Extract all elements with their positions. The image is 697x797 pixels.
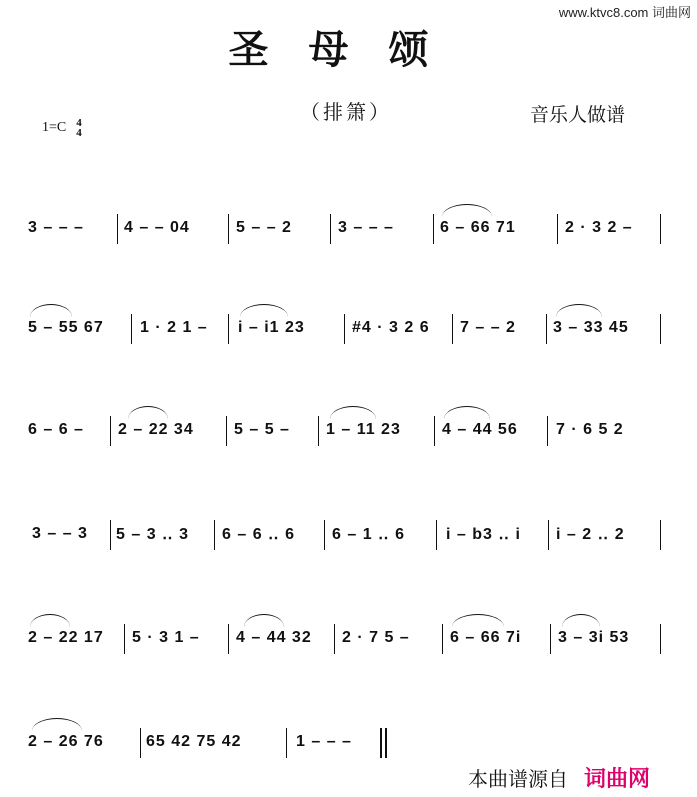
barline — [110, 520, 111, 550]
measure: #4 · 3 2 6 — [352, 319, 430, 336]
barline — [228, 314, 229, 344]
time-signature-top: 4 — [76, 117, 82, 129]
measure: 5 · 3 1 – — [132, 629, 200, 646]
barline — [660, 624, 661, 654]
barline — [436, 520, 437, 550]
author-credit: 音乐人做谱 — [530, 104, 626, 126]
staff-row — [0, 722, 697, 762]
barline — [442, 624, 443, 654]
barline — [660, 214, 661, 244]
brand-logo[interactable]: 词曲网 — [584, 767, 651, 792]
source-label: 本曲谱源自 — [468, 767, 568, 791]
staff-row — [0, 410, 697, 450]
measure: 1 – – – — [296, 733, 352, 750]
barline — [226, 416, 227, 446]
measure: 2 – 22 17 — [28, 629, 104, 646]
measure: 6 – 66 7i — [450, 629, 522, 646]
instrument-subtitle: （排箫） — [300, 100, 392, 124]
barline — [228, 214, 229, 244]
measure: 6 – 66 71 — [440, 219, 516, 236]
measure: 2 – 26 76 — [28, 733, 104, 750]
measure: i – b3 ‥ i — [446, 526, 521, 543]
barline — [330, 214, 331, 244]
measure: 3 – – 3 — [32, 525, 88, 542]
measure: 5 – 55 67 — [28, 319, 104, 336]
key-label: 1=C — [42, 120, 67, 135]
barline — [344, 314, 345, 344]
staff-row — [0, 618, 697, 658]
song-title: 圣母颂 — [228, 26, 469, 73]
barline — [546, 314, 547, 344]
measure: 3 – – – — [338, 219, 394, 236]
watermark-bottom — [468, 762, 650, 793]
barline — [334, 624, 335, 654]
barline — [214, 520, 215, 550]
staff-row — [0, 514, 697, 554]
measure: 3 – 33 45 — [553, 319, 629, 336]
measure: 6 – 1 ‥ 6 — [332, 526, 406, 543]
measure: 3 – – – — [28, 219, 84, 236]
measure: 5 – 5 – — [234, 421, 290, 438]
final-barline — [385, 728, 387, 758]
barline — [557, 214, 558, 244]
measure: 4 – 44 32 — [236, 629, 312, 646]
barline — [110, 416, 111, 446]
barline — [660, 520, 661, 550]
staff-row — [0, 308, 697, 348]
barline — [660, 314, 661, 344]
measure: 5 – 3 ‥ 3 — [116, 526, 190, 543]
measure: 6 – 6 ‥ 6 — [222, 526, 296, 543]
time-signature-bottom: 4 — [76, 127, 82, 139]
barline — [548, 520, 549, 550]
barline — [124, 624, 125, 654]
measure: i – i1 23 — [238, 319, 305, 336]
barline — [547, 416, 548, 446]
watermark-top: www.ktvc8.com 词曲网 — [558, 5, 691, 20]
barline — [228, 624, 229, 654]
barline — [140, 728, 141, 758]
barline — [286, 728, 287, 758]
measure: 2 – 22 34 — [118, 421, 194, 438]
barline — [324, 520, 325, 550]
final-barline — [380, 728, 382, 758]
barline — [433, 214, 434, 244]
measure: 5 – – 2 — [236, 219, 292, 236]
measure: 3 – 3i 53 — [558, 629, 630, 646]
barline — [434, 416, 435, 446]
measure: i – 2 ‥ 2 — [556, 526, 625, 543]
measure: 2 · 7 5 – — [342, 629, 410, 646]
measure: 6 – 6 – — [28, 421, 84, 438]
measure: 7 – – 2 — [460, 319, 516, 336]
barline — [117, 214, 118, 244]
barline — [452, 314, 453, 344]
barline — [318, 416, 319, 446]
measure: 65 42 75 42 — [146, 733, 242, 750]
measure: 2 · 3 2 – — [565, 219, 633, 236]
measure: 4 – 44 56 — [442, 421, 518, 438]
measure: 7 · 6 5 2 — [556, 421, 624, 438]
measure: 4 – – 04 — [124, 219, 190, 236]
staff-row — [0, 208, 697, 248]
barline — [131, 314, 132, 344]
measure: 1 – 11 23 — [326, 421, 401, 438]
barline — [550, 624, 551, 654]
measure: 1 · 2 1 – — [140, 319, 208, 336]
